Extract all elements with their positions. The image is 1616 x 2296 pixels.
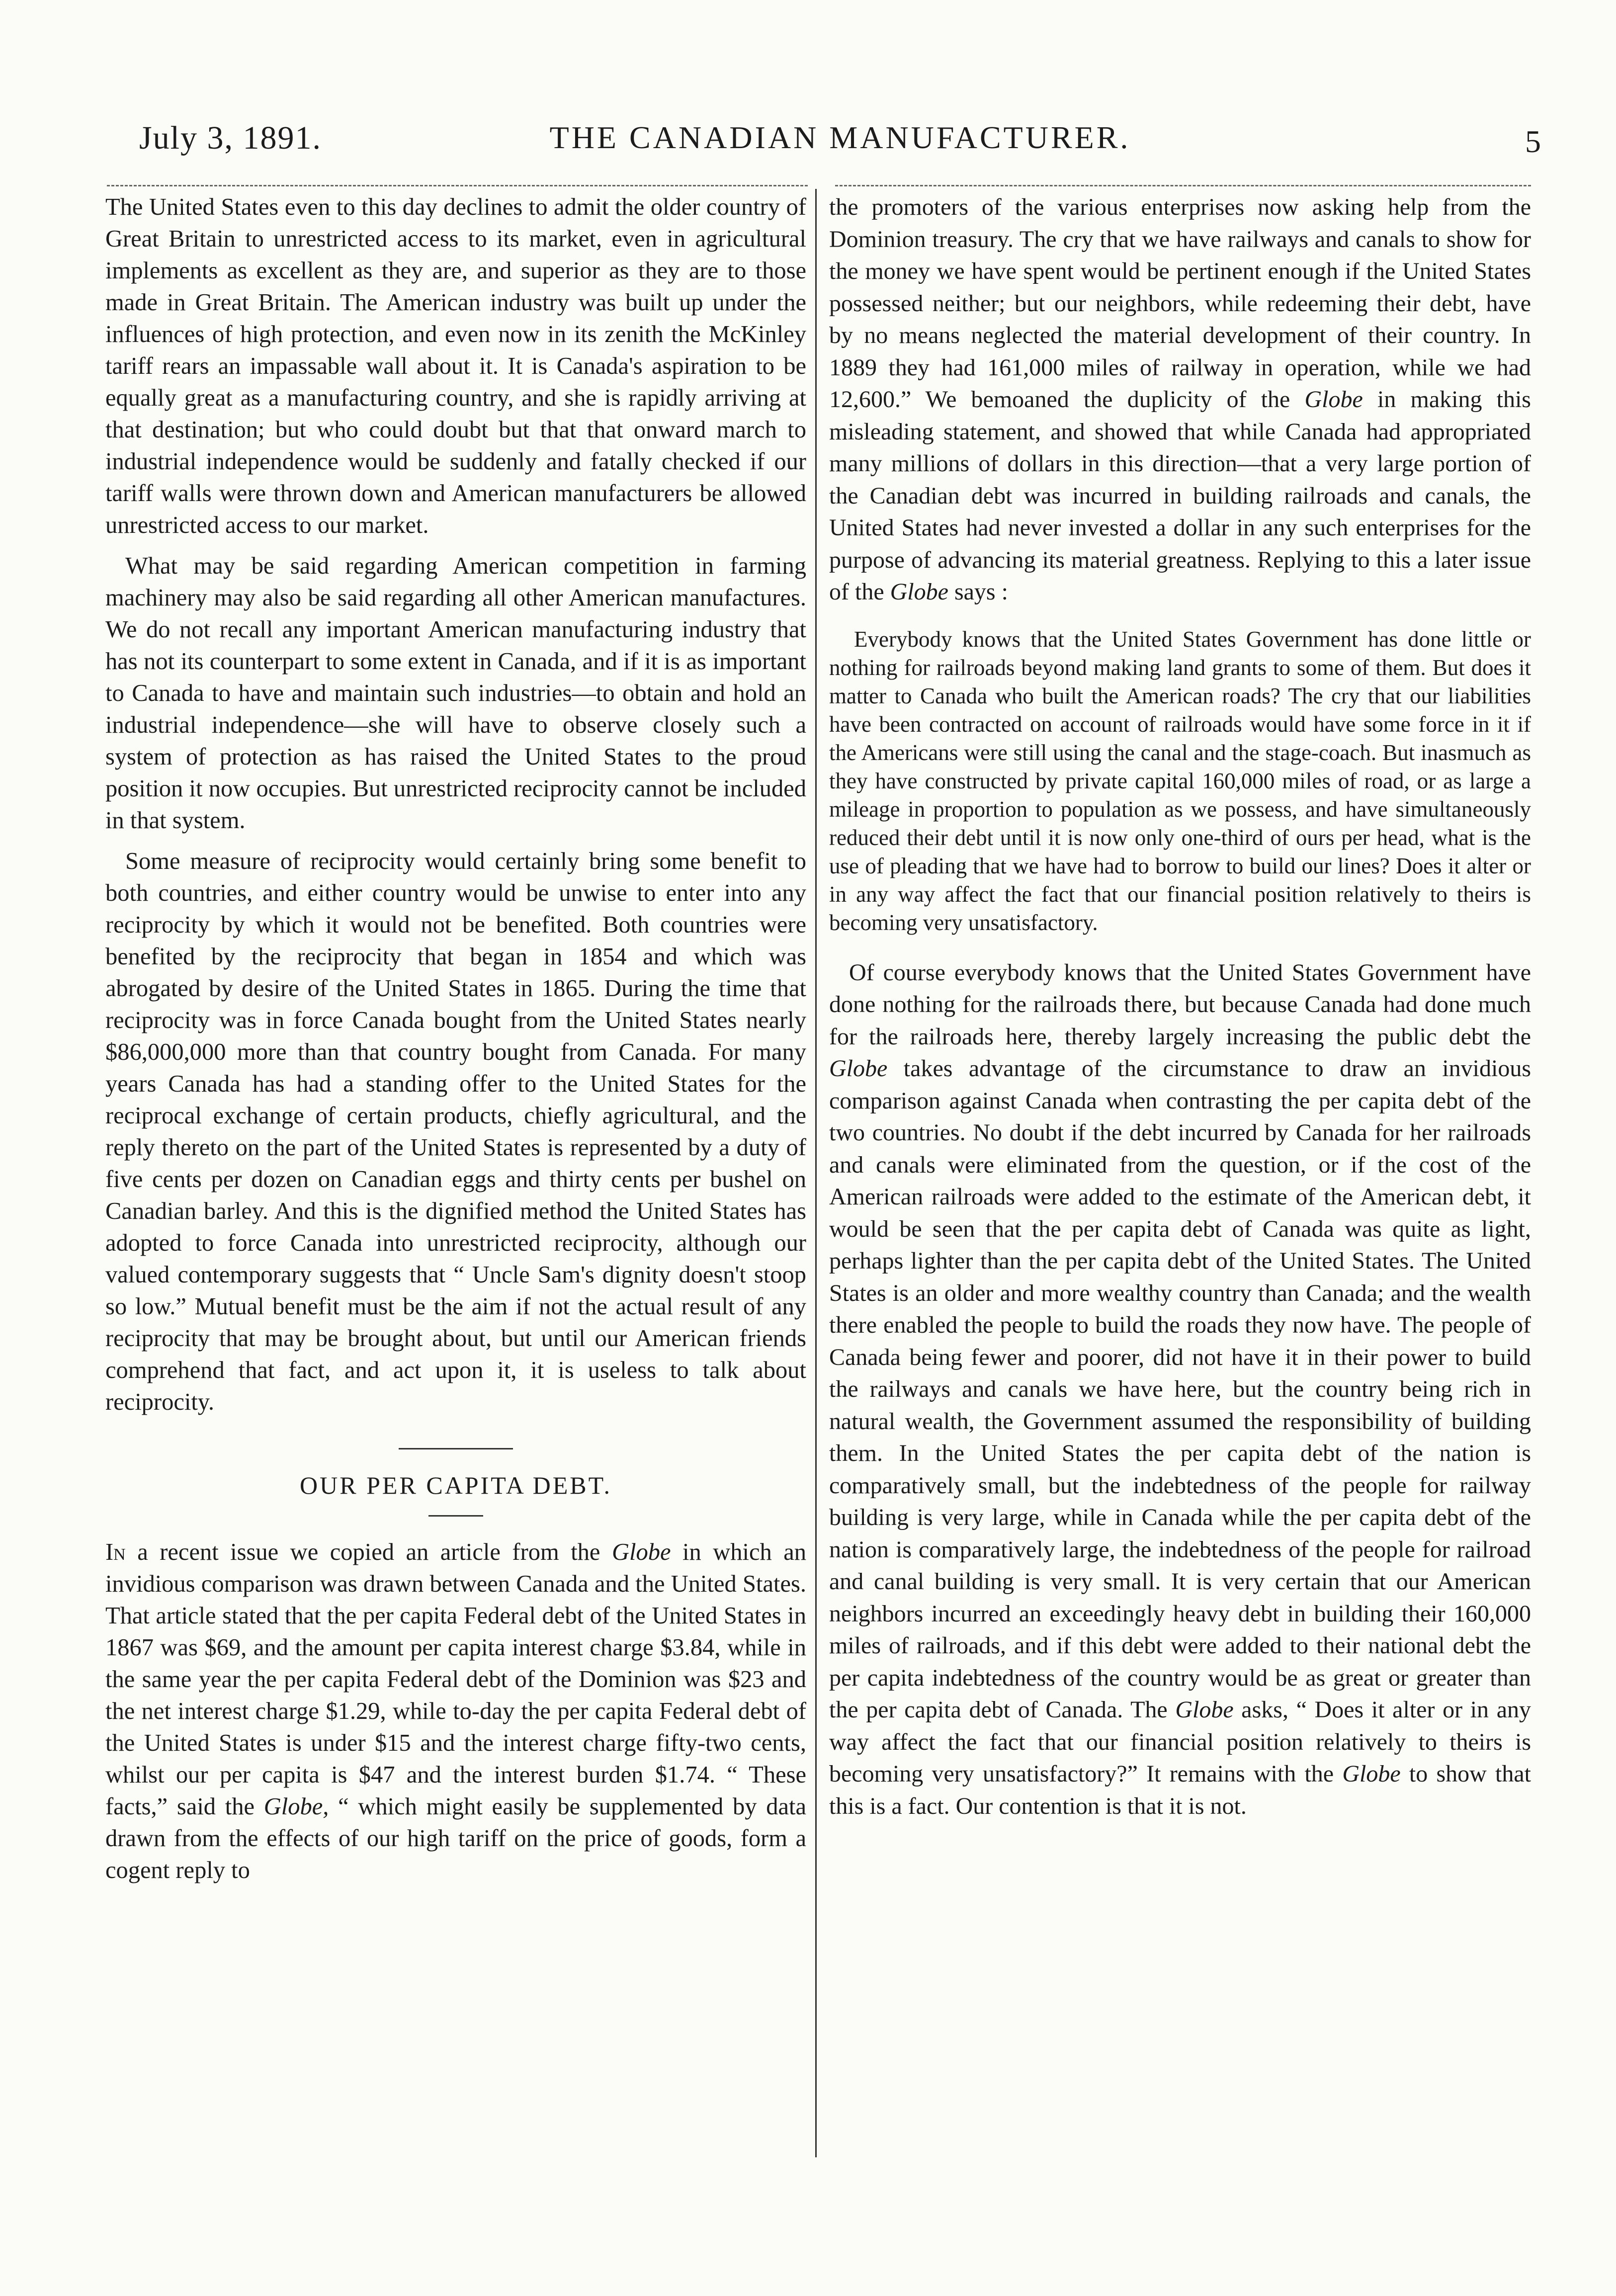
publication-name: Globe <box>1342 1761 1401 1787</box>
publication-title: THE CANADIAN MANUFACTURER. <box>549 120 1131 155</box>
paragraph: Of course everybody knows that the United States Government have done nothing for the railroads there, but because Canada had done much for the railroads here, thereby largely increasing the public debt the Globe takes advantage of the circumstance to draw an invidious comparison against Canada when contrasting the per capita debt of the two countries. No doubt if the debt incurred by Canada for her railroads and canals were eliminated from the question, or if the cost of the American railroads were added to the estimate of the American debt, it would be seen that the per capita debt of Canada was quite as light, perhaps lighter than the per capita debt of the United States. The United States is an older and more wealthy country than Canada; and the wealth there enabled the people to build the roads they now have. The people of Canada being fewer and poorer, did not have it in their power to build the railways and canals we have here, but the country being rich in natural wealth, the Government assumed the responsibility of building them. In the United States the per capita debt of the nation is comparatively small, but the indebtedness of the people for railway building is very large, while in Canada while the per capita debt of the nation is comparatively large, the indebtedness of the people for railroad and canal building is very small. It is very certain that our American neighbors incurred an exceedingly heavy debt in building their 160,000 miles of railroads, and if this debt were added to their national debt the per capita indebtedness of the country would be as great or greater than the per capita debt of Canada. The Globe asks, “ Does it alter or in any way affect the fact that our financial position relatively to theirs is becoming very unsatisfactory?” It remains with the Globe to show that this is a fact. Our contention is that it is not. <box>829 959 1531 1819</box>
drop-word: In <box>105 1539 126 1565</box>
left-column <box>105 191 806 1895</box>
publication-name: Globe <box>1304 386 1363 413</box>
page-header <box>139 119 1541 174</box>
publication-name: Globe, <box>263 1793 329 1820</box>
publication-name: Globe <box>829 1055 888 1082</box>
publication-name: Globe <box>611 1539 671 1565</box>
header-rule-right <box>835 185 1531 186</box>
paragraph: What may be said regarding American competition in farming machinery may also be said regarding all other American manufactures. We do not recall any important American manufacturing industry that has not its counterpart to some extent in Canada, and if it is as important to Canada to have and maintain such industries—to obtain and hold an industrial independence—she will have to observe closely such a system of protection as has raised the United States to the proud position it now occupies. But unrestricted reciprocity cannot be included in that system. <box>105 553 806 834</box>
block-quote: Everybody knows that the United States Government has done little or nothing for railroads beyond making land grants to some of them. But does it matter to Canada who built the American roads? The cry that our liabilities have been contracted on account of railroads would have some force in it if the Americans were still using the canal and the stage-coach. But inasmuch as they have constructed by private capital 160,000 miles of road, or as large a mileage in proportion to population as we possess, and have simultaneously reduced their debt until it is now only one-third of ours per head, what is the use of pleading that we have had to borrow to build our lines? Does it alter or in any way affect the fact that our financial position relatively to theirs is becoming very unsatisfactory. <box>829 626 1531 935</box>
heading-rule <box>428 1515 483 1517</box>
publication-name: Globe <box>890 579 948 605</box>
paragraph: In a recent issue we copied an article from the Globe in which an invidious comparison was drawn between Canada and the United States. That article stated that the per capita Federal debt of the United States in 1867 was $69, and the amount per capita interest charge $3.84, while in the same year the per capita Federal debt of the Dominion was $23 and the net interest charge $1.29, while to-day the per capita Federal debt of the United States is under $15 and the interest charge fifty-two cents, whilst our per capita is $47 and the interest burden $1.74. “ These facts,” said the Globe, “ which might easily be supplemented by data drawn from the effects of our high tariff on the price of goods, form a cogent reply to <box>105 1539 806 1883</box>
article-heading: OUR PER CAPITA DEBT. <box>300 1471 612 1499</box>
paragraph: Some measure of reciprocity would certainly bring some benefit to both countries, and either country would be unwise to enter into any reciprocity by which it would not be benefited. Both countries were benefited by the reciprocity that began in 1854 and which was abrogated by desire of the United States in 1865. During the time that reciprocity was in force Canada bought from the United States nearly $86,000,000 more than that country bought from Canada. For many years Canada has had a standing offer to the United States for the reciprocal exchange of certain products, chiefly agricultural, and the reply thereto on the part of the United States is represented by a duty of five cents per dozen on Canadian eggs and thirty cents per bushel on Canadian barley. And this is the dignified method the United States has adopted to force Canada into unrestricted reciprocity, although our valued contemporary suggests that “ Uncle Sam's dignity doesn't stoop so low.” Mutual benefit must be the aim if not the actual result of any reciprocity that may be brought about, but until our American friends comprehend that fact, and act upon it, it is useless to talk about reciprocity. <box>105 848 806 1415</box>
paragraph: the promoters of the various enterprises now asking help from the Dominion treasury. The cry that we have railways and canals to show for the money we have spent would be pertinent enough if the United States possessed neither; but our neighbors, while redeeming their debt, have by no means neglected the material development of their country. In 1889 they had 161,000 miles of railway in operation, while we had 12,600.” We bemoaned the duplicity of the Globe in making this misleading statement, and showed that while Canada had appropriated many millions of dollars in this direction—that a very large portion of the Canadian debt was incurred in building railroads and canals, the United States had never invested a dollar in any such enterprises for the purpose of advancing its material greatness. Replying to this a later issue of the Globe says : <box>829 194 1531 605</box>
paragraph: The United States even to this day declines to admit the older country of Great Britain to unrestricted access to its market, even in agricultural implements as excellent as they are, and superior as they are to those made in Great Britain. The American industry was built up under the influences of high protection, and even now in its zenith the McKinley tariff rears an impassable wall about it. It is Canada's aspiration to be equally great as a manufacturing country, and she is rapidly arriving at that destination; but who could doubt but that that onward march to industrial independence would be suddenly and fatally checked if our tariff walls were thrown down and American manufacturers be allowed unrestricted access to our market. <box>105 194 806 538</box>
right-column <box>829 191 1531 1831</box>
publication-name: Globe <box>1175 1697 1234 1723</box>
issue-date: July 3, 1891. <box>139 120 322 156</box>
section-separator <box>399 1448 513 1449</box>
page-number: 5 <box>1525 124 1541 159</box>
column-divider <box>815 189 817 2157</box>
header-rule-left <box>107 185 808 186</box>
